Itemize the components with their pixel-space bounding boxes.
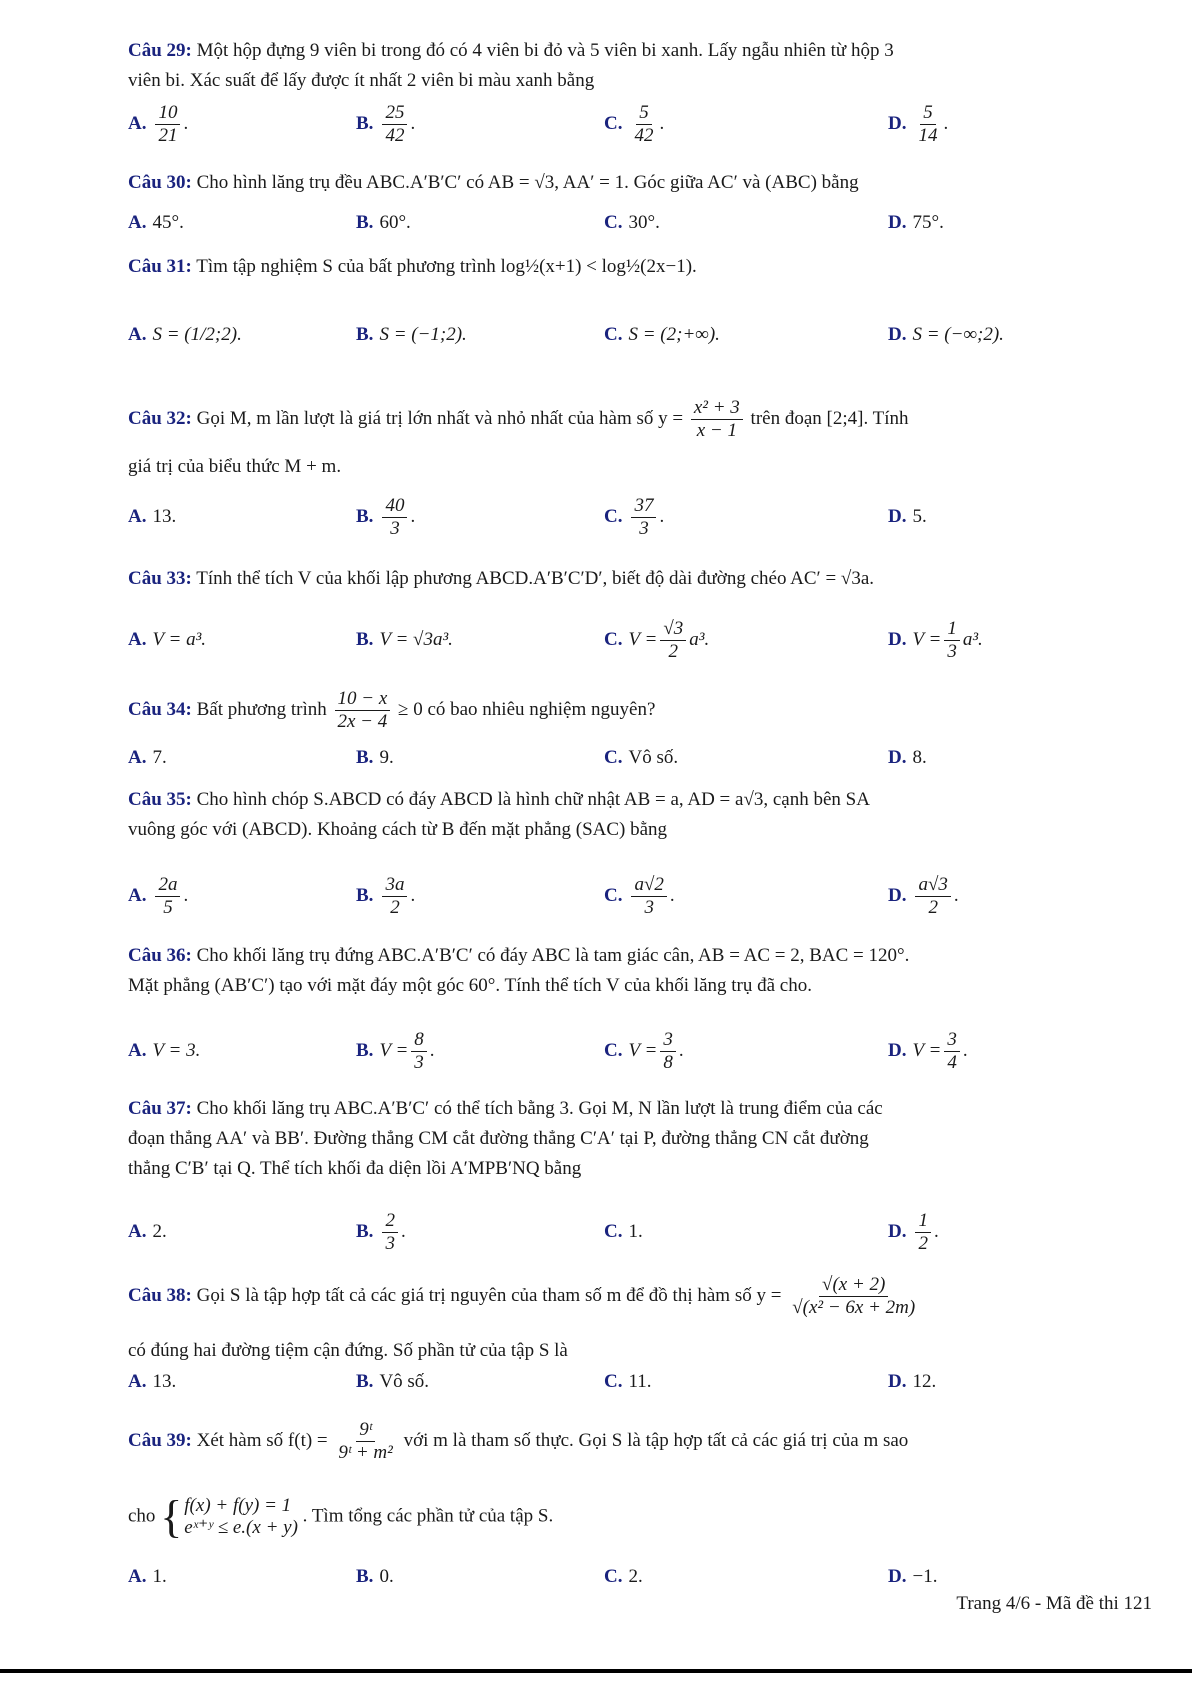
option-value: 11. [628,1371,652,1392]
option-prefix: V = [912,629,942,650]
denominator: 42 [634,124,654,146]
option-label: B. [356,1040,374,1061]
question-number: Câu 39: [128,1429,192,1451]
option-label: A. [128,1566,147,1587]
denominator: 3 [390,517,400,539]
option-label: D. [888,324,907,345]
options-38 [128,1352,1138,1412]
question-text: đoạn thẳng AA′ và BB′. Đường thẳng CM cắt đường thẳng C′A′ tại P, đường thẳng CN cắt đường [128,1128,869,1149]
option-d[interactable] [888,728,927,788]
option-value: 12. [912,1371,937,1392]
option-d[interactable] [888,1352,936,1412]
option-label: D. [888,113,907,134]
option-a[interactable] [128,305,242,365]
fraction [944,618,960,663]
equation-system [160,1491,298,1542]
fraction [411,1029,427,1074]
numerator: x² + 3 [691,397,743,420]
question-text: Mặt phẳng (AB′C′) tạo với mặt đáy một góc 60°. Tính thể tích V của khối lăng trụ đã cho. [128,975,812,996]
option-d[interactable]: D. $\frac{1}{2}$ . [888,1209,939,1254]
question-33 [128,564,1138,594]
option-b[interactable] [356,1352,429,1412]
option-value: 13. [152,506,177,527]
option-d[interactable] [888,193,944,253]
denominator: 3 [414,1051,424,1073]
question-text: có đúng hai đường tiệm cận đứng. Số phần tử của tập S là [128,1340,568,1361]
option-suffix: a³. [689,629,710,650]
question-number: Câu 35: [128,789,192,810]
question-36 [128,941,1138,1001]
option-c[interactable]: C. $\frac{a√2}{3}$ . [604,873,675,918]
fraction [382,874,407,919]
option-label: B. [356,1371,374,1392]
options-34 [128,728,1138,788]
option-a[interactable]: A. $\frac{10}{21}$ . [128,101,189,146]
option-a[interactable] [128,1352,176,1412]
option-label: D. [888,1040,907,1061]
fraction [631,102,656,147]
numerator: √(x + 2) [819,1274,888,1297]
option-label: B. [356,885,374,906]
question-37 [128,1094,1138,1184]
option-label: C. [604,885,623,906]
option-label: A. [128,506,147,527]
option-c[interactable] [604,1352,652,1412]
option-value: S = (−∞;2). [912,324,1004,345]
fraction [631,874,666,919]
option-label: C. [604,506,623,527]
denominator: 2x − 4 [337,711,388,732]
question-number: Câu 38: [128,1284,192,1306]
option-b[interactable] [356,193,411,253]
denominator: 5 [163,896,173,918]
option-label: B. [356,629,374,650]
option-d[interactable] [888,305,1004,365]
option-value: 2. [152,1221,167,1242]
option-label: B. [356,1221,374,1242]
question-text: Cho hình lăng trụ đều ABC.A′B′C′ có AB = √3, AA′ = 1. Góc giữa AC′ và (ABC) bằng [196,172,859,193]
numerator: 9ᵗ [356,1419,375,1442]
question-text: thẳng C′B′ tại Q. Thể tích khối đa diện lồi A′MPB′NQ bằng [128,1158,582,1179]
denominator: 3 [639,517,649,539]
option-label: D. [888,747,907,768]
numerator: √3 [660,618,686,641]
numerator: a√3 [915,874,950,897]
option-a[interactable] [128,193,184,253]
denominator: 2 [390,896,400,918]
denominator: 3 [644,896,654,918]
option-label: C. [604,747,623,768]
function-fraction [691,397,743,442]
denominator: √(x² − 6x + 2m) [792,1297,916,1318]
option-c[interactable]: C. V = $\frac{3}{8}$ . [604,1028,684,1073]
question-text: . Tìm tổng các phần tử của tập S. [302,1505,554,1527]
question-number: Câu 37: [128,1098,192,1119]
question-text: Tính thể tích V của khối lập phương ABCD.A′B′C′D′, biết độ dài đường chéo AC′ = √3a. [196,568,875,589]
question-text: giá trị của biểu thức M + m. [128,456,342,477]
option-label: D. [888,629,907,650]
option-b[interactable] [356,728,394,788]
denominator: 14 [918,124,938,146]
option-a[interactable] [128,610,206,670]
option-value: S = (2;+∞). [628,324,720,345]
option-label: A. [128,324,147,345]
option-value: V = 3. [152,1040,201,1061]
numerator: 1 [915,1210,931,1233]
option-value: 30°. [628,212,660,233]
fraction [631,495,656,540]
option-label: A. [128,1371,147,1392]
option-label: D. [888,506,907,527]
numerator: 2a [155,874,180,897]
question-text: Cho khối lăng trụ đứng ABC.A′B′C′ có đáy ABC là tam giác cân, AB = AC = 2, BAC = 120°. [196,945,910,966]
question-34 [128,688,1138,733]
question-number: Câu 33: [128,568,192,589]
option-label: A. [128,629,147,650]
option-label: C. [604,1221,623,1242]
option-label: D. [888,1566,907,1587]
option-value: 1. [628,1221,643,1242]
option-b[interactable]: B. V = $\frac{8}{3}$ . [356,1028,435,1073]
option-value: 0. [379,1566,394,1587]
options-36 [128,1021,1138,1081]
fraction [382,1210,398,1255]
question-text: trên đoạn [2;4]. Tính [750,407,909,429]
fraction [382,495,407,540]
option-label: C. [604,212,623,233]
fraction [155,102,180,147]
numerator: 8 [411,1029,427,1052]
option-value: S = (−1;2). [379,324,467,345]
question-text: Bất phương trình [196,698,327,720]
option-label: C. [604,113,623,134]
numerator: 3 [660,1029,676,1052]
option-label: C. [604,629,623,650]
numerator: a√2 [631,874,666,897]
question-number: Câu 32: [128,407,192,429]
question-text: viên bi. Xác suất để lấy được ít nhất 2 viên bi màu xanh bằng [128,70,595,91]
options-33 [128,610,1138,670]
option-b[interactable] [356,610,453,670]
option-c[interactable] [604,193,660,253]
option-value: 8. [912,747,927,768]
question-text: với m là tham số thực. Gọi S là tập hợp tất cả các giá trị của m sao [403,1429,909,1451]
option-d[interactable]: D. V = $\frac{3}{4}$ . [888,1028,968,1073]
denominator: 2 [918,1232,928,1254]
option-a[interactable] [128,487,176,547]
option-a[interactable] [128,1021,200,1081]
question-number: Câu 29: [128,40,192,61]
denominator: 9ᵗ + m² [338,1442,393,1463]
option-b[interactable] [356,1547,394,1607]
question-number: Câu 34: [128,698,192,720]
system-line-2: eˣ⁺ʸ ≤ e.(x + y) [184,1517,298,1538]
numerator: 1 [944,618,960,641]
option-label: A. [128,1221,147,1242]
option-prefix: V = [912,1040,942,1061]
question-number: Câu 36: [128,945,192,966]
function-fraction [789,1274,918,1319]
option-value: 1. [152,1566,167,1587]
inequality-fraction [335,688,391,733]
question-text: Gọi S là tập hợp tất cả các giá trị nguyên của tham số m để đồ thị hàm số y = [196,1284,782,1306]
numerator: 10 − x [335,688,391,711]
question-text: vuông góc với (ABCD). Khoảng cách từ B đến mặt phẳng (SAC) bằng [128,819,668,840]
numerator: 37 [631,495,656,518]
option-label: A. [128,1040,147,1061]
denominator: x − 1 [696,420,737,441]
question-text: Gọi M, m lần lượt là giá trị lớn nhất và nhỏ nhất của hàm số y = [196,407,684,429]
option-value: 7. [152,747,167,768]
option-label: B. [356,212,374,233]
fraction [915,102,940,147]
option-prefix: V = [628,629,658,650]
question-text: Xét hàm số f(t) = [196,1429,328,1451]
option-value: 2. [628,1566,643,1587]
option-label: B. [356,506,374,527]
option-value: −1. [912,1566,938,1587]
fraction [915,1210,931,1255]
option-d[interactable] [888,1547,937,1607]
options-30 [128,193,1138,253]
numerator: 10 [155,102,180,125]
option-b[interactable]: B. $\frac{2}{3}$ . [356,1209,406,1254]
option-label: D. [888,1371,907,1392]
numerator: 2 [382,1210,398,1233]
system-line-1: f(x) + f(y) = 1 [184,1495,292,1516]
option-d[interactable]: D. $\frac{a√3}{2}$ . [888,873,959,918]
option-value: 5. [912,506,927,527]
fraction [382,102,407,147]
option-a[interactable] [128,1202,167,1262]
denominator: 2 [668,640,679,662]
option-value: V = a³. [152,629,207,650]
function-fraction [335,1419,395,1464]
option-value: 45°. [152,212,184,233]
question-38 [128,1274,1138,1319]
option-label: C. [604,1566,623,1587]
option-c[interactable]: C. $\frac{5}{42}$ . [604,101,665,146]
option-value: 9. [379,747,394,768]
option-label: D. [888,212,907,233]
numerator: 3a [382,874,407,897]
question-39 [128,1419,1138,1464]
fraction [944,1029,960,1074]
fraction [660,1029,676,1074]
option-c[interactable] [604,1547,643,1607]
question-text: cho [128,1505,156,1527]
question-text: Tìm tập nghiệm S của bất phương trình log½(x+1) < log½(2x−1). [196,256,697,277]
option-label: D. [888,885,907,906]
option-label: A. [128,885,147,906]
numerator: 5 [636,102,652,125]
option-prefix: V = [628,1040,658,1061]
option-value: 75°. [912,212,944,233]
option-value: Vô số. [628,747,679,768]
option-value: 60°. [379,212,411,233]
option-c[interactable] [604,610,709,670]
option-label: B. [356,324,374,345]
option-d[interactable]: D. $\frac{5}{14}$ . [888,101,949,146]
question-text: ≥ 0 có bao nhiêu nghiệm nguyên? [398,698,656,720]
question-text: Một hộp đựng 9 viên bi trong đó có 4 viên bi đỏ và 5 viên bi xanh. Lấy ngẫu nhiên từ hộp 3 [196,40,894,61]
option-d[interactable] [888,487,927,547]
option-label: A. [128,747,147,768]
option-b[interactable] [356,305,467,365]
option-c[interactable] [604,728,678,788]
option-c[interactable] [604,1202,643,1262]
options-35 [128,866,1138,926]
option-label: D. [888,1221,907,1242]
page-footer: Trang 4/6 - Mã đề thi 121 [956,1593,1152,1614]
option-prefix: V = [379,1040,409,1061]
option-label: C. [604,1040,623,1061]
option-b[interactable]: B. $\frac{3a}{2}$ . [356,873,416,918]
bottom-rule [0,1669,1192,1673]
question-35 [128,785,1138,845]
numerator: 40 [382,495,407,518]
option-a[interactable]: A. $\frac{2a}{5}$ . [128,873,189,918]
option-value: S = (1/2;2). [152,324,242,345]
option-suffix: a³. [962,629,983,650]
question-text: Cho hình chóp S.ABCD có đáy ABCD là hình chữ nhật AB = a, AD = a√3, cạnh bên SA [196,789,870,810]
fraction [660,618,686,663]
option-value: V = √3a³. [379,629,453,650]
option-a[interactable] [128,728,167,788]
question-32-line2 [128,452,1138,482]
denominator: 4 [947,1051,957,1073]
question-text: Cho khối lăng trụ ABC.A′B′C′ có thể tích bằng 3. Gọi M, N lần lượt là trung điểm của các [196,1098,883,1119]
option-d[interactable] [888,610,983,670]
option-label: A. [128,212,147,233]
options-32 [128,487,1138,547]
denominator: 21 [158,124,178,146]
option-value: Vô số. [379,1371,430,1392]
option-b[interactable]: B. $\frac{40}{3}$ . [356,494,416,539]
option-label: B. [356,1566,374,1587]
option-label: C. [604,1371,623,1392]
fraction [155,874,180,919]
question-number: Câu 31: [128,256,192,277]
numerator: 25 [382,102,407,125]
option-label: B. [356,747,374,768]
denominator: 3 [947,640,957,662]
numerator: 3 [944,1029,960,1052]
option-value: 13. [152,1371,177,1392]
options-31 [128,305,1138,365]
question-29 [128,36,1138,96]
denominator: 3 [385,1232,395,1254]
options-37 [128,1202,1138,1262]
denominator: 2 [928,896,938,918]
question-32 [128,397,1138,442]
denominator: 42 [385,124,405,146]
question-39-line2 [128,1491,1138,1542]
question-31 [128,252,1138,282]
numerator: 5 [920,102,936,125]
denominator: 8 [663,1051,673,1073]
options-29 [128,94,1138,154]
fraction [915,874,950,919]
option-a[interactable] [128,1547,167,1607]
brace-icon: { [160,1491,183,1542]
option-label: B. [356,113,374,134]
option-c[interactable]: C. $\frac{37}{3}$ . [604,494,665,539]
option-b[interactable]: B. $\frac{25}{42}$ . [356,101,416,146]
option-c[interactable] [604,305,720,365]
option-label: A. [128,113,147,134]
option-label: C. [604,324,623,345]
question-number: Câu 30: [128,172,192,193]
